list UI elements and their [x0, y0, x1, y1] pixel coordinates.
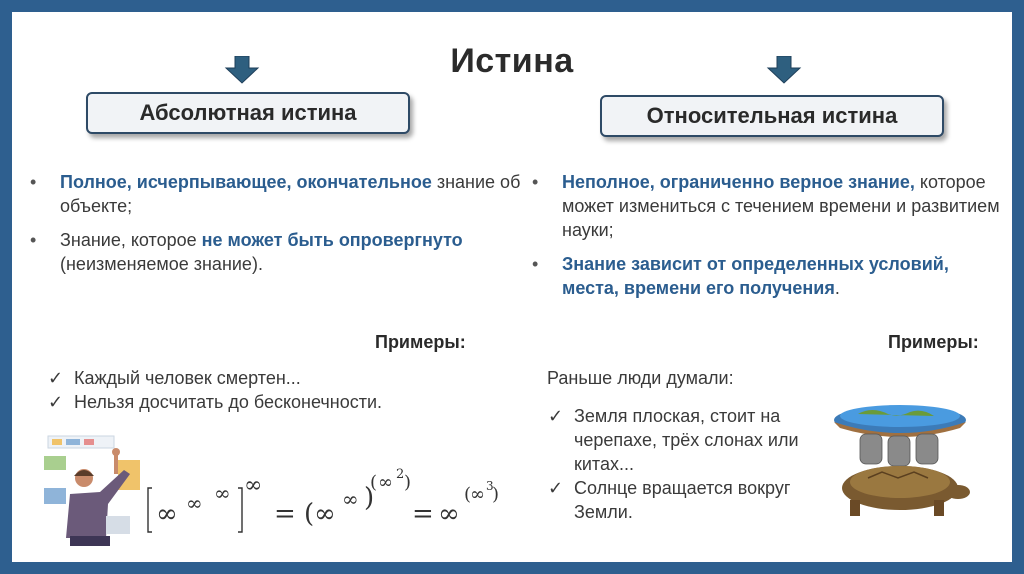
formula-eq: = [274, 499, 296, 529]
relative-truth-list [532, 170, 1002, 310]
formula-paren: ( [304, 499, 315, 529]
checkmark-icon: ✓ [48, 392, 64, 412]
list-item: • Знание зависит от определенных условий, места, времени его получения. [532, 254, 949, 298]
relative-examples-list [548, 404, 808, 524]
checkmark-icon: ✓ [548, 478, 564, 498]
absolute-examples-list [48, 366, 498, 414]
bullet-icon: • [30, 172, 37, 192]
formula-inf: ∞ [214, 481, 231, 505]
checkmark-icon: ✓ [548, 406, 564, 426]
formula-paren: ) [404, 472, 412, 493]
absolute-truth-header [86, 92, 410, 134]
flat-earth-turtle-illustration-icon [828, 396, 974, 526]
checkmark-icon: ✓ [48, 368, 64, 388]
formula-inf: ∞ [244, 473, 263, 498]
list-item: ✓ Земля плоская, стоит на черепахе, трёх слонах или китах... [548, 406, 799, 474]
page-title: Истина [450, 42, 574, 80]
bullet-icon: • [532, 172, 539, 192]
formula-inf: ∞ [378, 472, 393, 493]
bullet-icon: • [30, 230, 37, 250]
examples-title-right: Примеры: [888, 332, 979, 352]
arrow-down-icon [224, 56, 260, 84]
list-item: ✓ Солнце вращается вокруг Земли. [548, 478, 791, 522]
list-item: ✓ Нельзя досчитать до бесконечности. [48, 392, 383, 412]
formula-inf: ∞ [342, 487, 359, 511]
slide [12, 12, 1012, 562]
formula-paren: ) [364, 483, 375, 513]
relative-truth-label: Относительная истина [646, 103, 898, 128]
list-item: ✓ Каждый человек смертен... [48, 368, 301, 388]
formula-inf: ∞ [314, 499, 336, 529]
formula-inf: ∞ [470, 484, 485, 505]
scientist-illustration-icon [44, 430, 144, 558]
list-item: • Полное, исчерпывающее, окончательное знание об объекте; [30, 172, 521, 216]
list-item: • Знание, которое не может быть опровергнуто (неизменяемое знание). [30, 230, 463, 274]
formula-inf: ∞ [186, 491, 203, 515]
formula-inf: ∞ [438, 499, 460, 529]
examples-intro: Раньше люди думали: [547, 368, 734, 388]
formula-eq: = [412, 499, 434, 529]
bullet-icon: • [532, 254, 539, 274]
formula-exp-2: 2 [396, 467, 405, 482]
formula-exp-3: 3 [486, 479, 494, 493]
relative-truth-header [600, 95, 944, 137]
infinity-formula [142, 448, 502, 538]
formula-inf: ∞ [156, 499, 178, 529]
arrow-down-icon [766, 56, 802, 84]
formula-paren: ( [464, 484, 472, 505]
formula-paren: ( [370, 472, 378, 493]
absolute-truth-label: Абсолютная истина [139, 100, 357, 125]
absolute-truth-list [30, 170, 530, 286]
formula-paren: ) [492, 484, 500, 505]
list-item: • Неполное, ограниченно верное знание, которое может измениться с течением времени и развитием науки; [532, 172, 1000, 240]
examples-title-left: Примеры: [375, 332, 466, 352]
